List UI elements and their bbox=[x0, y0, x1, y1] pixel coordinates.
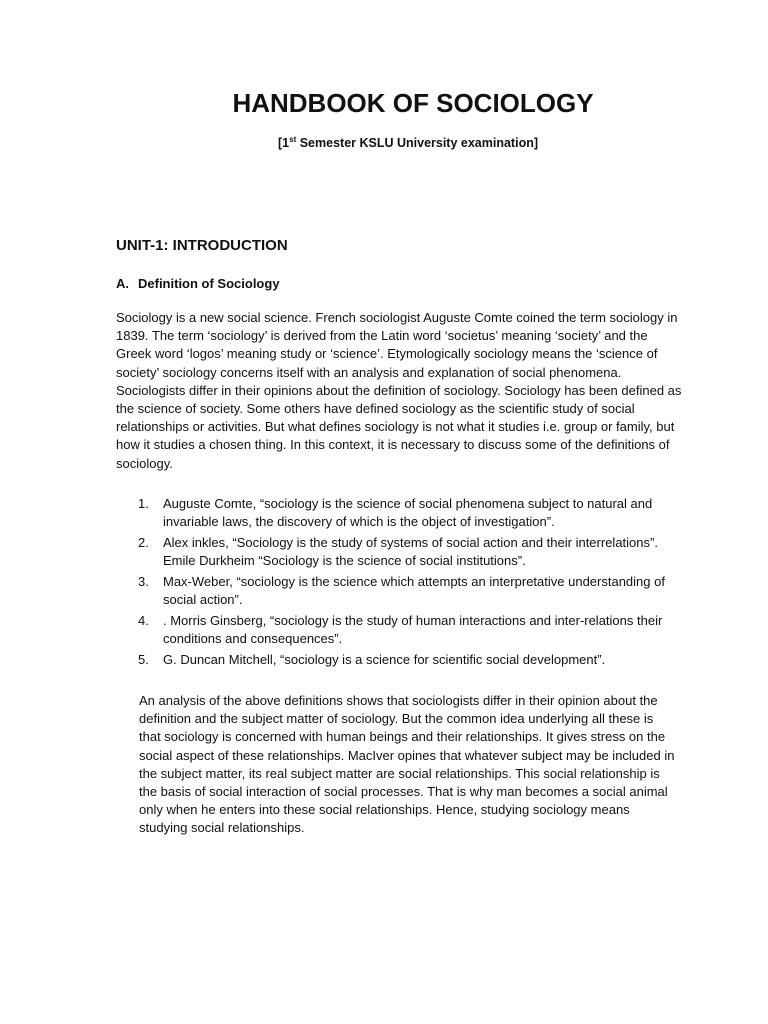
definition-text: Alex inkles, “Sociology is the study of systems of social action and their interrelations”. Emile Durkheim “Sociology is the science of social institutions”. bbox=[163, 534, 658, 569]
definition-item bbox=[116, 534, 676, 570]
unit-heading: UNIT-1: INTRODUCTION bbox=[116, 237, 288, 254]
section-label: Definition of Sociology bbox=[138, 276, 280, 291]
definition-text: Max-Weber, “sociology is the science which attempts an interpretative understanding of social action”. bbox=[163, 573, 665, 608]
definition-text: Auguste Comte, “sociology is the science of social phenomena subject to natural and invariable laws, the discovery of which is the object of investigation”. bbox=[163, 496, 653, 530]
definition-item bbox=[116, 651, 676, 669]
definition-number: 5. bbox=[138, 651, 149, 667]
definition-number: 2. bbox=[138, 534, 149, 550]
definition-text: . Morris Ginsberg, “sociology is the study of human interactions and inter-relations their conditions and consequences”. bbox=[163, 612, 663, 646]
definition-text: G. Duncan Mitchell, “sociology is a science for scientific social development”. bbox=[163, 651, 606, 667]
intro-paragraph: Sociology is a new social science. French sociologist Auguste Comte coined the term sociology in 1839. The term ‘sociology’ is derived from the Latin word ‘societus’ meaning ‘society’ and the Greek word ‘logos’ meaning study or ‘science’. Etymologically sociology means the ‘science of society’ sociology concerns itself with an analysis and explanation of social phenomena. Sociologists differ in their opinions about the definition of sociology. Sociology has been defined as the science of society. Some others have defined sociology as the scientific study of social relationships or activities. But what defines sociology is not what it studies i.e. group or family, but how it studies a chosen thing. In this context, it is necessary to discuss some of the definitions of sociology. bbox=[116, 310, 682, 471]
subtitle-superscript: st bbox=[289, 134, 297, 144]
section-marker: A. bbox=[116, 276, 129, 291]
definition-item bbox=[116, 612, 676, 648]
definitions-list bbox=[116, 495, 676, 671]
subtitle-open: [1 bbox=[278, 136, 290, 150]
document-subtitle bbox=[0, 136, 768, 150]
analysis-paragraph: An analysis of the above definitions shows that sociologists differ in their opinion about the definition and the subject matter of sociology. But the common idea underlying all these is that sociology is concerned with human beings and their relationships. It gives stress on the social aspect of these relationships. MacIver opines that whatever subject may be included in the subject matter, its real subject matter are social relationships. This social relationship is the basis of social interaction of social processes. That is why man becomes a social animal only when he enters into these social relationships. Hence, studying sociology means studying social relationships. bbox=[139, 693, 675, 836]
section-heading bbox=[116, 276, 280, 291]
subtitle-rest: Semester KSLU University examination] bbox=[296, 136, 538, 150]
definition-number: 4. bbox=[138, 612, 149, 628]
definition-number: 1. bbox=[138, 496, 149, 511]
definition-item bbox=[116, 573, 676, 609]
definition-item bbox=[116, 495, 676, 531]
document-title: HANDBOOK OF SOCIOLOGY bbox=[232, 88, 594, 118]
definition-number: 3. bbox=[138, 573, 149, 589]
